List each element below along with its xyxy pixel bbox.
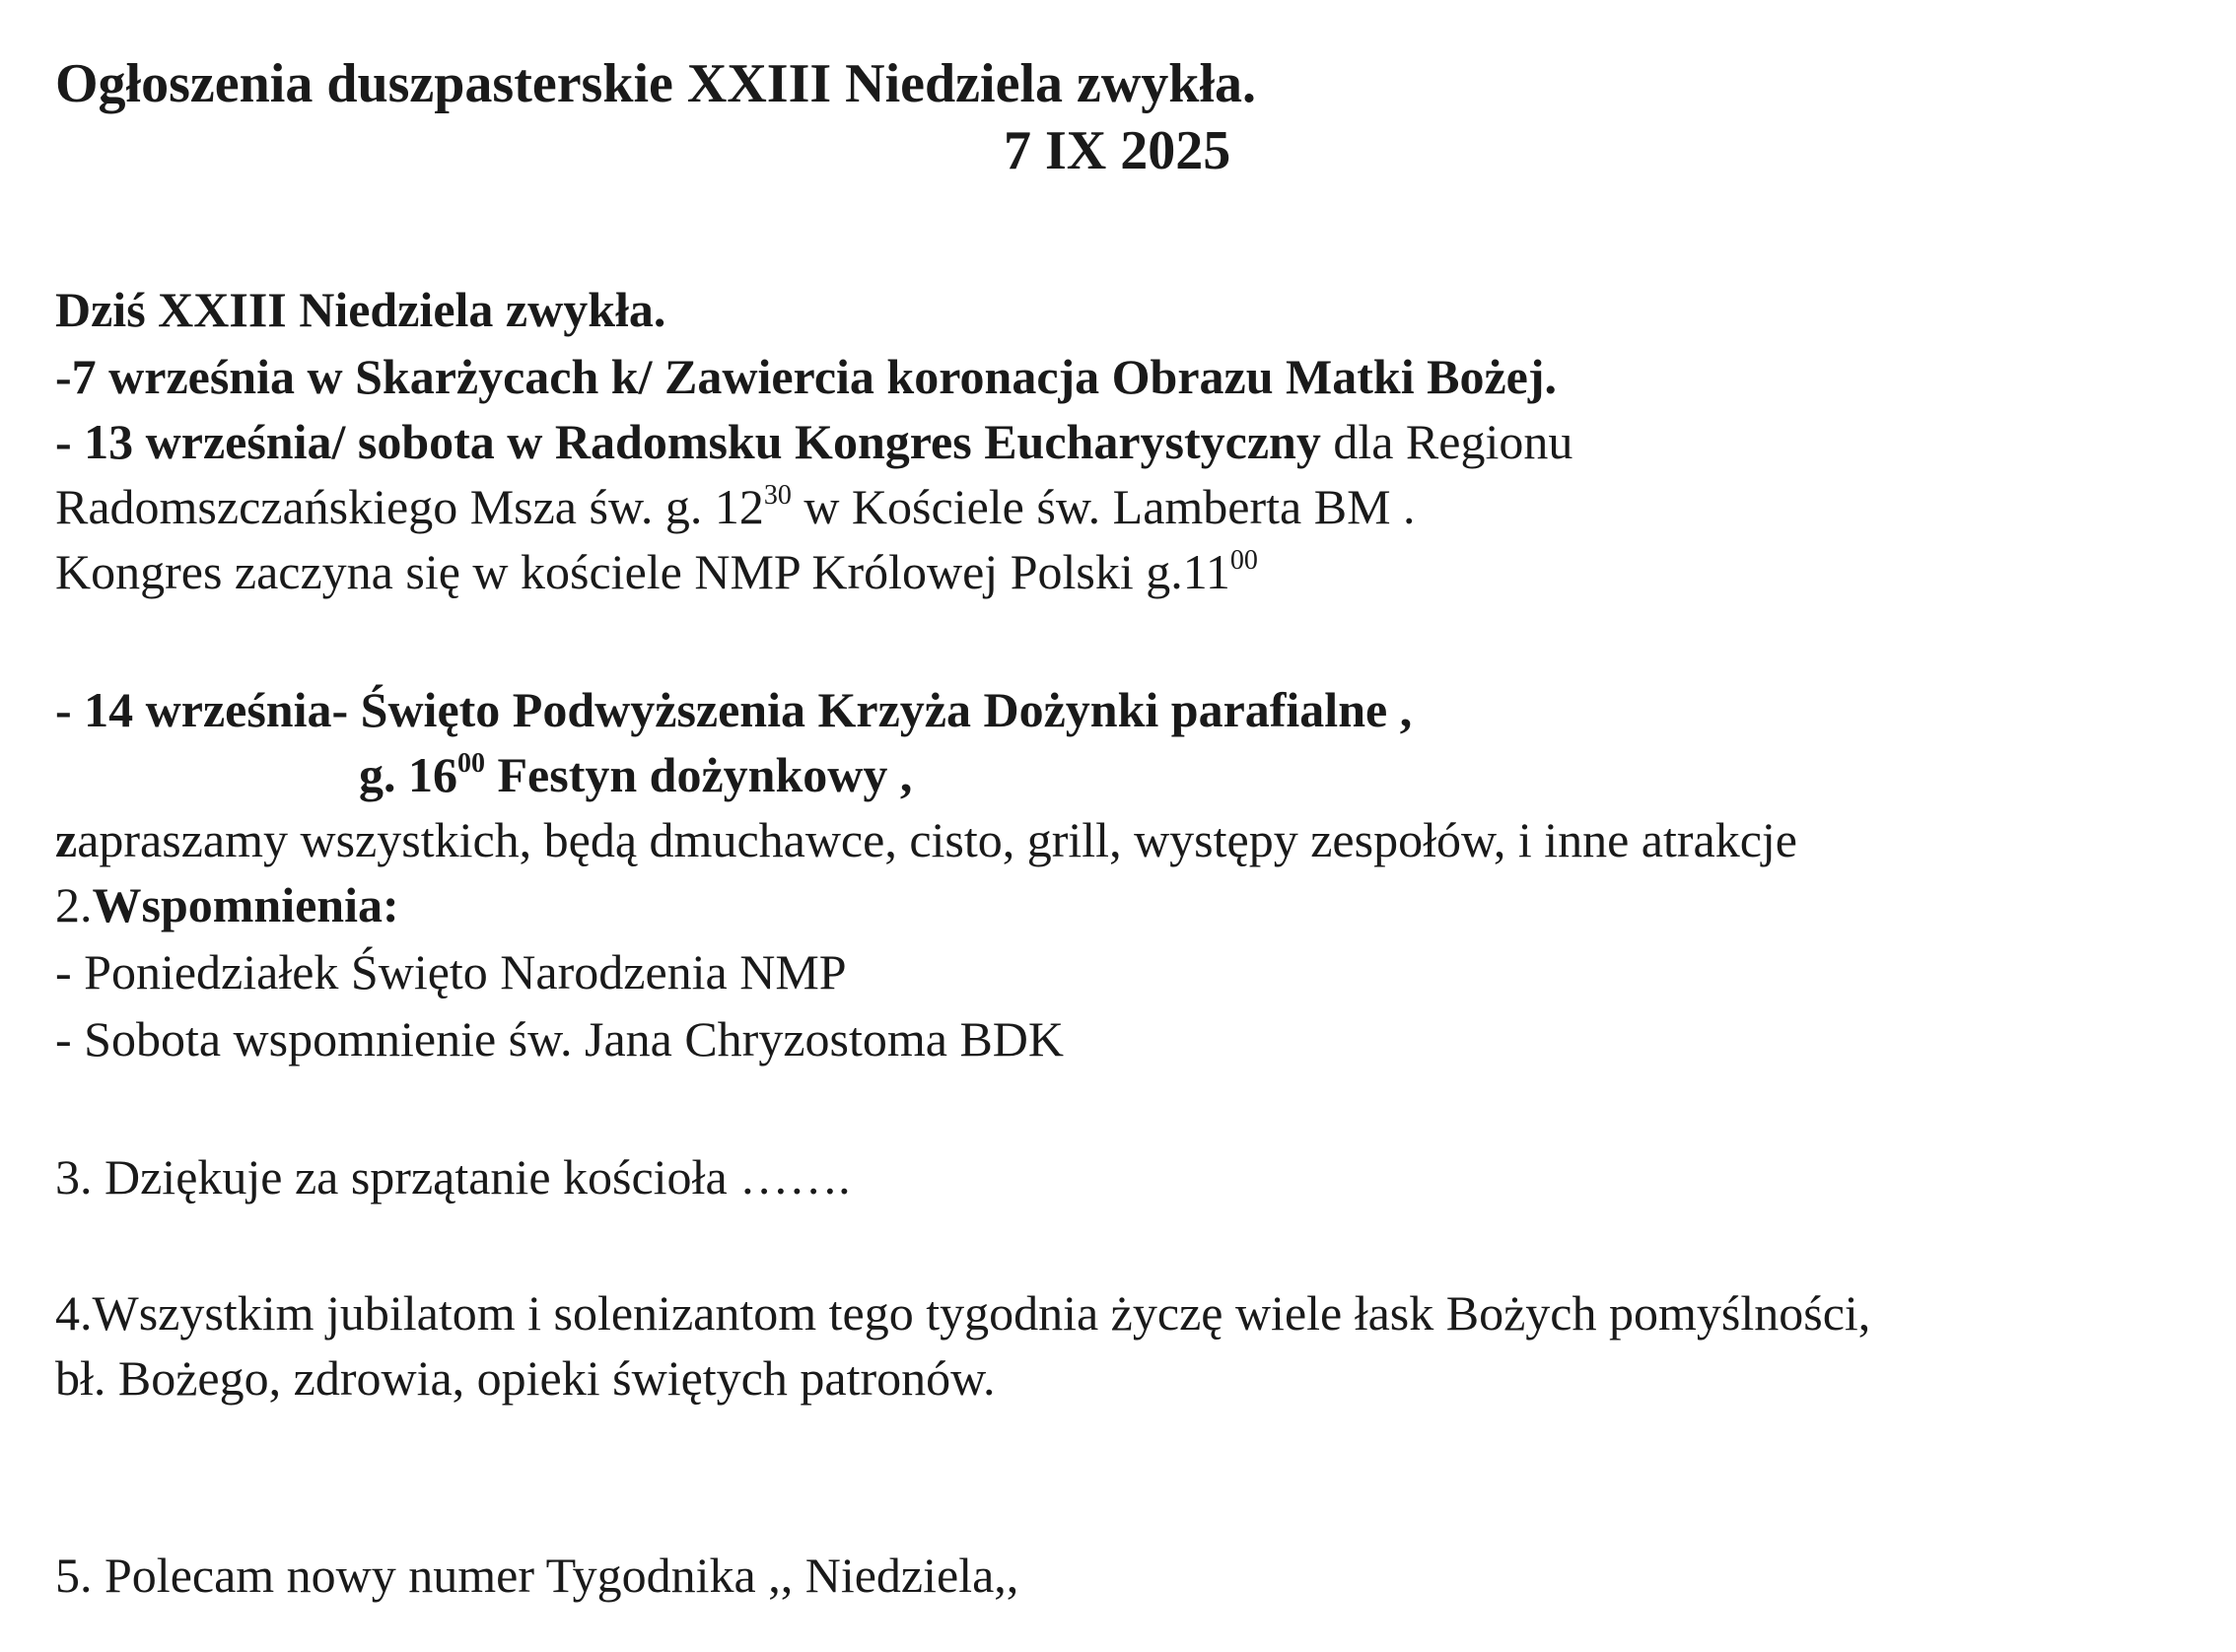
congress-start-text: Kongres zaczyna się w kościele NMP Królowej Polski g.11 — [55, 544, 1230, 599]
memorials-title: Wspomnienia: — [92, 877, 399, 932]
festyn-prefix: g. 16 — [359, 747, 457, 802]
mass-line — [55, 477, 1416, 536]
recommend-line: 5. Polecam nowy numer Tygodnika ,, Niedziela,, — [55, 1548, 1019, 1603]
memorials-number: 2. — [55, 877, 93, 932]
festyn-rest: Festyn dożynkowy , — [485, 747, 913, 802]
congress-line — [55, 412, 1572, 471]
document-date: 7 IX 2025 — [1004, 120, 1231, 181]
mass-text: Radomszczańskiego Msza św. g. 12 — [55, 479, 764, 534]
today-line: Dziś XXIII Niedziela zwykła. — [55, 282, 666, 337]
invite-line — [55, 810, 1797, 869]
congress-start-minutes: 00 — [1229, 545, 1258, 576]
congress-rest-text: dla Regionu — [1320, 414, 1573, 469]
thanks-line: 3. Dziękuje za sprzątanie kościoła ……. — [55, 1149, 851, 1205]
memorials-heading — [55, 875, 399, 934]
wishes-line-2: bł. Bożego, zdrowia, opieki świętych patronów. — [55, 1350, 996, 1406]
harvest-feast-line: - 14 września- Święto Podwyższenia Krzyża Dożynki parafialne , — [55, 682, 1413, 737]
invite-first-letter: z — [55, 812, 78, 867]
festyn-line — [359, 745, 912, 804]
congress-bold-text: - 13 września/ sobota w Radomsku Kongres Eucharystyczny — [55, 414, 1321, 469]
mass-time-minutes: 30 — [763, 480, 792, 511]
memorial-saturday: - Sobota wspomnienie św. Jana Chryzostoma BDK — [55, 1011, 1065, 1067]
mass-rest-text: w Kościele św. Lamberta BM . — [791, 479, 1416, 534]
festyn-time-minutes: 00 — [457, 748, 485, 779]
memorial-monday: - Poniedziałek Święto Narodzenia NMP — [55, 944, 847, 999]
document-title: Ogłoszenia duszpasterskie XXIII Niedziela zwykła. — [55, 53, 1256, 114]
congress-start-line — [55, 542, 1258, 601]
coronation-line: -7 września w Skarżycach k/ Zawiercia koronacja Obrazu Matki Bożej. — [55, 349, 1557, 404]
wishes-line-1: 4.Wszystkim jubilatom i solenizantom tego tygodnia życzę wiele łask Bożych pomyślności, — [55, 1285, 1871, 1341]
invite-rest-text: apraszamy wszystkich, będą dmuchawce, cisto, grill, występy zespołów, i inne atrakcje — [77, 812, 1798, 867]
